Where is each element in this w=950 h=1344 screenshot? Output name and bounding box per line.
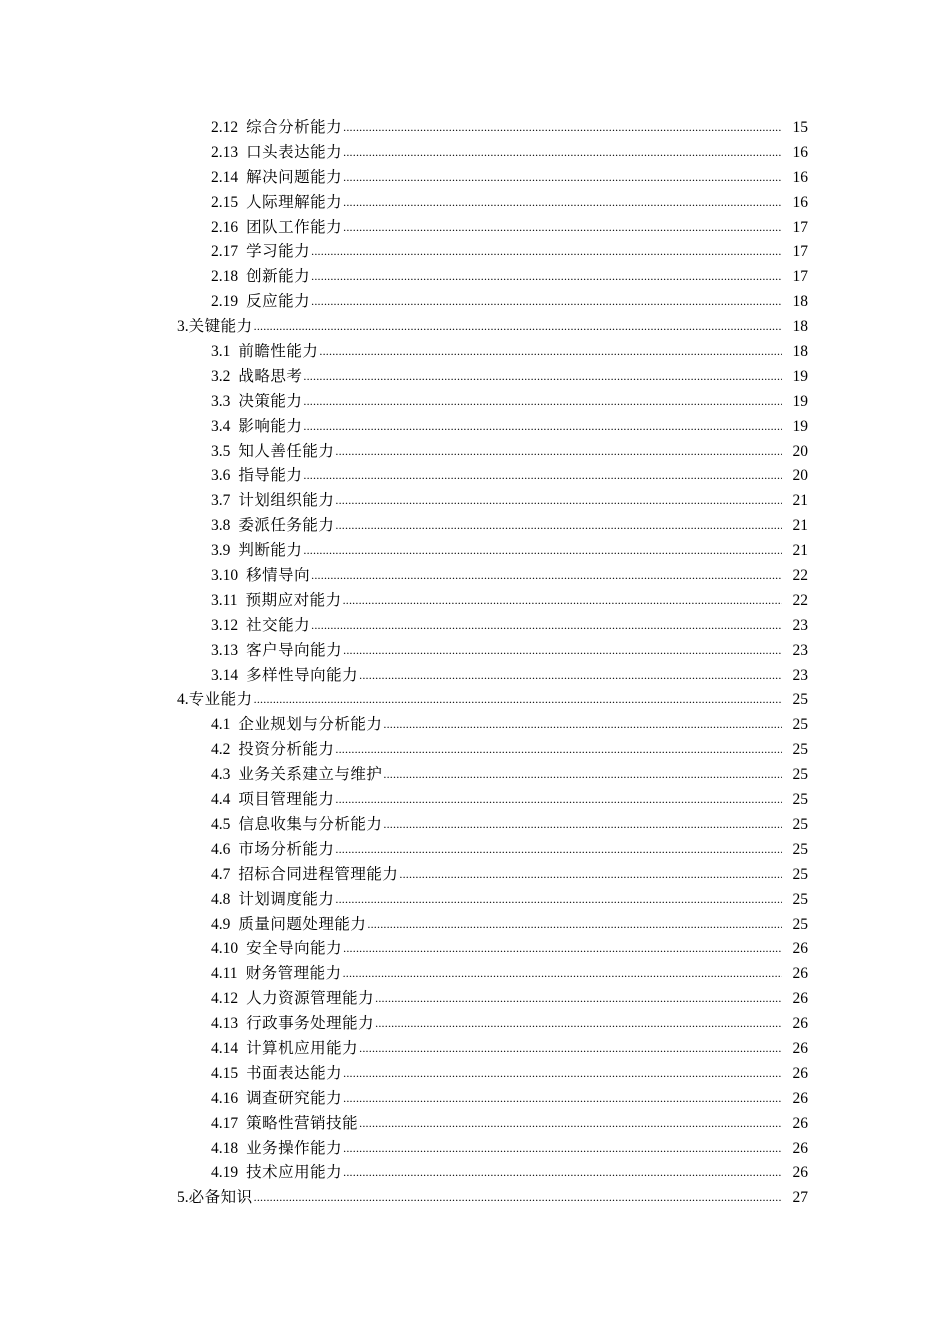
toc-entry-title: 移情导向 (246, 567, 311, 585)
toc-dot-leader (335, 737, 782, 762)
toc-entry-page-number: 26 (792, 1114, 808, 1132)
toc-section-entry[interactable] (0, 1112, 808, 1137)
toc-entry-number: 4.8 (211, 890, 231, 908)
toc-entry-title: 关键能力 (188, 318, 253, 336)
toc-entry-title: 专业能力 (188, 691, 253, 709)
toc-dot-leader (399, 862, 782, 887)
toc-dot-leader (359, 1111, 782, 1136)
toc-section-entry[interactable] (0, 1087, 808, 1112)
toc-dot-leader (335, 787, 782, 812)
toc-entry-page-number: 19 (792, 367, 808, 385)
toc-entry-number: 2.19 (211, 293, 239, 311)
toc-dot-leader (343, 588, 782, 613)
toc-entry-page-number: 26 (792, 1139, 808, 1157)
toc-entry-title: 反应能力 (246, 293, 311, 311)
toc-dot-leader (343, 140, 782, 165)
toc-entry-page-number: 26 (792, 990, 808, 1008)
toc-dot-leader (383, 712, 782, 737)
toc-dot-leader (343, 936, 782, 961)
toc-entry-number: 4.7 (211, 865, 231, 883)
toc-entry-label (177, 1186, 253, 1211)
toc-entry-page-number: 23 (792, 641, 808, 659)
toc-entry-title: 学习能力 (246, 243, 311, 261)
toc-section-entry[interactable] (0, 1062, 808, 1087)
toc-entry-title: 书面表达能力 (246, 1064, 343, 1082)
toc-entry-title: 创新能力 (246, 268, 311, 286)
toc-entry-label (211, 265, 310, 290)
toc-entry-page-number: 18 (792, 293, 808, 311)
toc-entry-page-number: 21 (792, 517, 808, 535)
toc-entry-page-number: 22 (792, 591, 808, 609)
toc-entry-title: 行政事务处理能力 (246, 1015, 375, 1033)
toc-entry-page-number: 22 (792, 567, 808, 585)
toc-section-entry[interactable] (0, 838, 808, 863)
toc-dot-leader (343, 165, 782, 190)
toc-section-entry[interactable] (0, 365, 808, 390)
toc-chapter-entry[interactable] (0, 1186, 808, 1211)
toc-entry-label (211, 290, 310, 315)
toc-entry-title: 计划组织能力 (238, 492, 335, 510)
toc-entry-title: 业务关系建立与维护 (238, 766, 383, 784)
toc-entry-number: 4.19 (211, 1164, 239, 1182)
toc-section-entry[interactable] (0, 589, 808, 614)
toc-section-entry[interactable] (0, 1037, 808, 1062)
toc-entry-label (211, 863, 398, 888)
toc-entry-title: 财务管理能力 (245, 965, 342, 983)
toc-entry-page-number: 15 (792, 119, 808, 136)
toc-entry-label (211, 141, 342, 166)
toc-entry-page-number: 20 (792, 467, 808, 485)
toc-entry-number: 3.12 (211, 616, 239, 634)
toc-dot-leader (311, 289, 782, 314)
toc-entry-label (211, 564, 310, 589)
toc-entry-label (211, 464, 302, 489)
toc-entry-number: 4.14 (211, 1039, 239, 1057)
toc-dot-leader (359, 663, 782, 688)
toc-entry-number: 4.10 (211, 940, 239, 958)
toc-entry-title: 社交能力 (246, 616, 311, 634)
toc-entry-number: 4.17 (211, 1114, 239, 1132)
toc-entry-label (211, 489, 334, 514)
toc-entry-title: 解决问题能力 (246, 168, 343, 186)
toc-entry-label (211, 514, 334, 539)
toc-section-entry[interactable] (0, 639, 808, 664)
toc-entry-title: 影响能力 (238, 417, 303, 435)
toc-entry-number: 3.14 (211, 666, 239, 684)
toc-entry-title: 市场分析能力 (238, 840, 335, 858)
toc-dot-leader (375, 1011, 782, 1036)
toc-entry-page-number: 25 (792, 840, 808, 858)
toc-dot-leader (303, 389, 782, 414)
toc-entry-title: 知人善任能力 (238, 442, 335, 460)
toc-dot-leader (367, 912, 782, 937)
toc-dot-leader (311, 239, 782, 264)
toc-section-entry[interactable] (0, 1161, 808, 1186)
toc-entry-label (211, 838, 334, 863)
toc-entry-title: 人际理解能力 (246, 193, 343, 211)
toc-chapter-entry[interactable] (0, 315, 808, 340)
toc-entry-page-number: 16 (792, 168, 808, 186)
toc-entry-page-number: 25 (792, 716, 808, 734)
toc-entry-number: 2.16 (211, 218, 239, 236)
toc-dot-leader (383, 812, 782, 837)
toc-dot-leader (343, 1136, 782, 1161)
toc-section-entry[interactable] (0, 614, 808, 639)
toc-dot-leader (335, 513, 782, 538)
toc-entry-label (211, 913, 366, 938)
toc-entry-page-number: 25 (792, 815, 808, 833)
toc-entry-page-number: 25 (792, 915, 808, 933)
toc-section-entry[interactable] (0, 987, 808, 1012)
toc-dot-leader (383, 762, 782, 787)
toc-entry-label (177, 688, 253, 713)
toc-entry-page-number: 19 (792, 417, 808, 435)
toc-entry-number: 2.18 (211, 268, 239, 286)
toc-entry-number: 3.4 (211, 417, 231, 435)
toc-entry-number: 3.3 (211, 392, 231, 410)
toc-entry-number: 3.11 (211, 591, 238, 609)
toc-entry-title: 技术应用能力 (246, 1164, 343, 1182)
toc-entry-number: 3.7 (211, 492, 231, 510)
toc-section-entry[interactable] (0, 863, 808, 888)
toc-entry-number: 3.10 (211, 567, 239, 585)
toc-entry-number: 5. (177, 1189, 189, 1207)
toc-entry-number: 4. (177, 691, 189, 709)
toc-dot-leader (343, 961, 782, 986)
toc-entry-title: 项目管理能力 (238, 791, 335, 809)
toc-entry-title: 团队工作能力 (246, 218, 343, 236)
toc-entry-page-number: 25 (792, 741, 808, 759)
toc-section-entry[interactable] (0, 1012, 808, 1037)
toc-entry-number: 4.13 (211, 1015, 239, 1033)
toc-dot-leader (343, 638, 782, 663)
toc-entry-page-number: 26 (792, 1039, 808, 1057)
toc-dot-leader (254, 1185, 782, 1210)
toc-entry-label (211, 763, 382, 788)
toc-section-entry[interactable] (0, 216, 808, 241)
toc-entry-label (211, 440, 334, 465)
toc-entry-title: 战略思考 (238, 367, 303, 385)
toc-entry-label (211, 1062, 342, 1087)
toc-entry-label (211, 1087, 342, 1112)
toc-entry-number: 3.9 (211, 542, 231, 560)
toc-entry-label (211, 191, 342, 216)
toc-entry-label (211, 813, 382, 838)
toc-section-entry[interactable] (0, 440, 808, 465)
toc-entry-number: 4.4 (211, 791, 231, 809)
toc-entry-page-number: 21 (792, 542, 808, 560)
toc-entry-page-number: 16 (792, 193, 808, 211)
toc-entry-title: 安全导向能力 (246, 940, 343, 958)
toc-entry-title: 调查研究能力 (246, 1089, 343, 1107)
toc-entry-number: 3.2 (211, 367, 231, 385)
toc-entry-label (211, 962, 342, 987)
toc-entry-page-number: 25 (792, 865, 808, 883)
toc-dot-leader (343, 190, 782, 215)
toc-entry-title: 计算机应用能力 (246, 1039, 359, 1057)
toc-entry-title: 企业规划与分析能力 (238, 716, 383, 734)
toc-dot-leader (343, 1160, 782, 1185)
toc-entry-title: 必备知识 (188, 1189, 253, 1207)
toc-section-entry[interactable] (0, 141, 808, 166)
toc-dot-leader (343, 215, 782, 240)
toc-entry-page-number: 17 (792, 268, 808, 286)
toc-entry-label (211, 713, 382, 738)
toc-entry-number: 2.12 (211, 119, 239, 136)
toc-dot-leader (311, 563, 782, 588)
toc-entry-page-number: 17 (792, 243, 808, 261)
toc-dot-leader (343, 1086, 782, 1111)
toc-entry-title: 决策能力 (238, 392, 303, 410)
toc-entry-page-number: 25 (792, 890, 808, 908)
toc-entry-number: 3.13 (211, 641, 239, 659)
toc-chapter-entry[interactable] (0, 688, 808, 713)
toc-dot-leader (335, 837, 782, 862)
toc-section-entry[interactable] (0, 265, 808, 290)
toc-entry-number: 3.8 (211, 517, 231, 535)
toc-dot-leader (311, 613, 782, 638)
toc-dot-leader (303, 364, 782, 389)
toc-entry-title: 口头表达能力 (246, 143, 343, 161)
toc-entry-title: 招标合同进程管理能力 (238, 865, 399, 883)
toc-entry-label (211, 240, 310, 265)
toc-entry-page-number: 16 (792, 143, 808, 161)
toc-entry-number: 3. (177, 318, 189, 336)
toc-entry-page-number: 26 (792, 965, 808, 983)
toc-entry-title: 质量问题处理能力 (238, 915, 367, 933)
toc-entry-page-number: 26 (792, 1164, 808, 1182)
toc-dot-leader (359, 1036, 782, 1061)
toc-dot-leader (343, 1061, 782, 1086)
toc-entry-title: 计划调度能力 (238, 890, 335, 908)
toc-entry-page-number: 23 (792, 616, 808, 634)
toc-entry-label (211, 614, 310, 639)
toc-section-entry[interactable] (0, 539, 808, 564)
toc-entry-number: 4.12 (211, 990, 239, 1008)
toc-section-entry[interactable] (0, 813, 808, 838)
toc-section-entry[interactable] (0, 1137, 808, 1162)
toc-entry-page-number: 19 (792, 392, 808, 410)
toc-entry-label (211, 1037, 358, 1062)
toc-dot-leader (335, 488, 782, 513)
toc-dot-leader (335, 887, 782, 912)
toc-entry-title: 预期应对能力 (245, 591, 342, 609)
toc-section-entry[interactable] (0, 166, 808, 191)
toc-entry-label (211, 788, 334, 813)
toc-entry-label (211, 1161, 342, 1186)
toc-section-entry[interactable] (0, 191, 808, 216)
toc-entry-label (211, 639, 342, 664)
toc-entry-number: 3.1 (211, 343, 231, 361)
toc-entry-page-number: 26 (792, 1064, 808, 1082)
toc-entry-label (211, 365, 302, 390)
toc-dot-leader (319, 339, 782, 364)
toc-entry-number: 2.15 (211, 193, 239, 211)
toc-entry-page-number: 26 (792, 1015, 808, 1033)
toc-entry-title: 指导能力 (238, 467, 303, 485)
toc-section-entry[interactable] (0, 962, 808, 987)
toc-entry-label (211, 116, 342, 141)
toc-entry-title: 投资分析能力 (238, 741, 335, 759)
toc-entry-label (211, 539, 302, 564)
toc-entry-page-number: 21 (792, 492, 808, 510)
table-of-contents (0, 116, 950, 1211)
toc-dot-leader (254, 687, 782, 712)
toc-dot-leader (303, 414, 782, 439)
toc-entry-number: 3.5 (211, 442, 231, 460)
toc-entry-title: 综合分析能力 (246, 119, 343, 136)
toc-section-entry[interactable] (0, 664, 808, 689)
toc-entry-label (211, 589, 342, 614)
toc-entry-number: 4.11 (211, 965, 238, 983)
toc-dot-leader (335, 439, 782, 464)
toc-entry-page-number: 20 (792, 442, 808, 460)
toc-entry-label (211, 1012, 374, 1037)
toc-section-entry[interactable] (0, 937, 808, 962)
toc-entry-label (211, 390, 302, 415)
toc-entry-label (211, 166, 342, 191)
toc-entry-page-number: 18 (792, 343, 808, 361)
toc-section-entry[interactable] (0, 564, 808, 589)
toc-entry-label (211, 1137, 342, 1162)
toc-entry-title: 前瞻性能力 (238, 343, 319, 361)
toc-entry-page-number: 25 (792, 691, 808, 709)
toc-entry-title: 信息收集与分析能力 (238, 815, 383, 833)
toc-entry-label (211, 738, 334, 763)
toc-entry-label (211, 937, 342, 962)
toc-entry-title: 客户导向能力 (246, 641, 343, 659)
toc-entry-title: 策略性营销技能 (246, 1114, 359, 1132)
toc-entry-number: 4.5 (211, 815, 231, 833)
toc-entry-label (177, 315, 253, 340)
toc-entry-title: 多样性导向能力 (246, 666, 359, 684)
toc-section-entry[interactable] (0, 713, 808, 738)
toc-entry-label (211, 340, 318, 365)
toc-dot-leader (375, 986, 782, 1011)
toc-entry-title: 委派任务能力 (238, 517, 335, 535)
toc-section-entry[interactable] (0, 290, 808, 315)
toc-entry-page-number: 25 (792, 766, 808, 784)
toc-dot-leader (311, 264, 782, 289)
toc-entry-number: 4.18 (211, 1139, 239, 1157)
toc-entry-label (211, 415, 302, 440)
toc-entry-page-number: 23 (792, 666, 808, 684)
toc-section-entry[interactable] (0, 514, 808, 539)
toc-dot-leader (343, 115, 782, 140)
toc-entry-title: 业务操作能力 (246, 1139, 343, 1157)
toc-entry-label (211, 987, 374, 1012)
toc-entry-number: 2.14 (211, 168, 239, 186)
toc-entry-label (211, 216, 342, 241)
toc-entry-number: 4.3 (211, 766, 231, 784)
toc-entry-page-number: 26 (792, 1089, 808, 1107)
toc-entry-page-number: 27 (792, 1189, 808, 1207)
toc-section-entry[interactable] (0, 913, 808, 938)
toc-entry-title: 判断能力 (238, 542, 303, 560)
toc-entry-number: 4.15 (211, 1064, 239, 1082)
toc-section-entry[interactable] (0, 415, 808, 440)
toc-entry-page-number: 18 (792, 318, 808, 336)
toc-section-entry[interactable] (0, 390, 808, 415)
toc-entry-number: 4.16 (211, 1089, 239, 1107)
toc-dot-leader (254, 314, 782, 339)
toc-dot-leader (303, 538, 782, 563)
toc-section-entry[interactable] (0, 240, 808, 265)
toc-section-entry[interactable] (0, 763, 808, 788)
toc-entry-page-number: 25 (792, 791, 808, 809)
toc-entry-number: 4.1 (211, 716, 231, 734)
toc-entry-number: 4.2 (211, 741, 231, 759)
toc-entry-number: 4.9 (211, 915, 231, 933)
toc-entry-page-number: 17 (792, 218, 808, 236)
toc-entry-number: 4.6 (211, 840, 231, 858)
toc-section-entry[interactable] (0, 788, 808, 813)
toc-entry-label (211, 1112, 358, 1137)
toc-entry-label (211, 888, 334, 913)
toc-section-entry[interactable] (0, 464, 808, 489)
toc-entry-title: 人力资源管理能力 (246, 990, 375, 1008)
toc-section-entry[interactable] (0, 738, 808, 763)
toc-section-entry[interactable] (0, 489, 808, 514)
toc-dot-leader (303, 463, 782, 488)
toc-entry-number: 2.17 (211, 243, 239, 261)
toc-entry-number: 3.6 (211, 467, 231, 485)
toc-section-entry[interactable] (0, 340, 808, 365)
toc-section-entry[interactable] (0, 116, 808, 141)
toc-entry-number: 2.13 (211, 143, 239, 161)
toc-section-entry[interactable] (0, 888, 808, 913)
toc-entry-label (211, 664, 358, 689)
toc-entry-page-number: 26 (792, 940, 808, 958)
